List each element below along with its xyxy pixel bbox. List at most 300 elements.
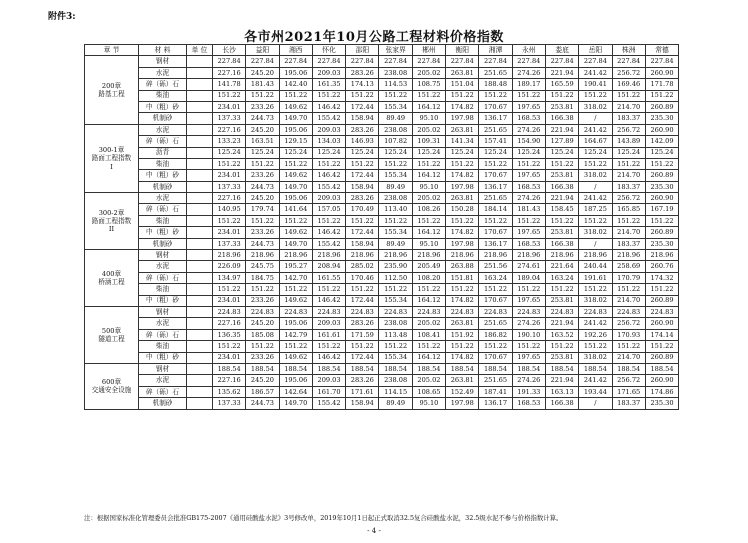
index-value-cell: 251.65 <box>479 193 512 204</box>
chapter-label: 路面工程指数 <box>91 154 132 163</box>
index-value-cell: 165.59 <box>545 79 578 90</box>
index-value-cell: 188.54 <box>645 363 678 374</box>
index-value-cell: 238.08 <box>379 67 412 78</box>
index-value-cell: 151.22 <box>246 158 279 169</box>
index-value-cell: 263.88 <box>446 261 479 272</box>
index-value-cell: 253.81 <box>545 352 578 363</box>
index-value-cell: 151.22 <box>346 284 379 295</box>
index-value-cell: 151.22 <box>213 90 246 101</box>
index-value-cell: 218.96 <box>512 250 545 261</box>
index-value-cell: 241.42 <box>579 318 612 329</box>
index-value-cell: 151.22 <box>545 215 578 226</box>
index-value-cell: 125.24 <box>312 147 345 158</box>
header-city: 常德 <box>645 45 678 56</box>
index-value-cell: 224.83 <box>246 306 279 317</box>
index-value-cell: 151.22 <box>246 284 279 295</box>
index-value-cell: 151.22 <box>512 158 545 169</box>
index-value-cell: 227.16 <box>213 375 246 386</box>
index-value-cell: 166.38 <box>545 398 578 409</box>
index-value-cell: 151.22 <box>412 215 445 226</box>
unit-cell <box>187 398 213 409</box>
index-value-cell: 283.26 <box>346 124 379 135</box>
index-value-cell: 146.42 <box>312 352 345 363</box>
material-cell: 中（粗）砂 <box>139 170 187 181</box>
index-value-cell: 233.26 <box>246 101 279 112</box>
index-value-cell: 221.94 <box>545 318 578 329</box>
index-value-cell: 125.24 <box>379 147 412 158</box>
index-value-cell: 151.22 <box>213 341 246 352</box>
index-value-cell: 256.72 <box>612 67 645 78</box>
index-value-cell: 174.32 <box>645 272 678 283</box>
index-value-cell: 157.41 <box>479 136 512 147</box>
unit-cell <box>187 250 213 261</box>
material-cell: 碎（砾）石 <box>139 136 187 147</box>
index-value-cell: 224.83 <box>213 306 246 317</box>
index-value-cell: 151.22 <box>279 215 312 226</box>
index-value-cell: 183.37 <box>612 181 645 192</box>
unit-cell <box>187 386 213 397</box>
index-value-cell: 95.10 <box>412 398 445 409</box>
index-value-cell: 224.83 <box>512 306 545 317</box>
index-value-cell: 318.02 <box>579 101 612 112</box>
table-row <box>85 363 679 374</box>
index-value-cell: 151.22 <box>379 284 412 295</box>
index-value-cell: 142.64 <box>279 386 312 397</box>
index-value-cell: 164.12 <box>412 227 445 238</box>
material-cell: 水泥 <box>139 375 187 386</box>
index-value-cell: 151.22 <box>213 215 246 226</box>
index-value-cell: 227.84 <box>412 56 445 67</box>
index-value-cell: 221.94 <box>545 375 578 386</box>
material-cell: 柴油 <box>139 90 187 101</box>
index-value-cell: 227.84 <box>612 56 645 67</box>
header-city: 张家界 <box>379 45 412 56</box>
index-value-cell: 149.62 <box>279 295 312 306</box>
index-value-cell: 151.22 <box>379 341 412 352</box>
index-value-cell: 195.06 <box>279 318 312 329</box>
index-value-cell: 142.79 <box>279 329 312 340</box>
index-value-cell: 151.22 <box>645 158 678 169</box>
index-value-cell: 149.70 <box>279 181 312 192</box>
index-value-cell: 218.96 <box>246 250 279 261</box>
unit-cell <box>187 295 213 306</box>
index-value-cell: 151.22 <box>446 284 479 295</box>
index-value-cell: 221.94 <box>545 124 578 135</box>
index-value-cell: 174.82 <box>446 295 479 306</box>
index-value-cell: 188.54 <box>412 363 445 374</box>
index-value-cell: 195.06 <box>279 67 312 78</box>
footnote: 注：根据国家标准化管理委员会批准GB175-2007《通用硅酸盐水泥》3号修改单，2019年10月1日起正式取消32.5复合硅酸盐水泥，32.5级水泥不参与价格指数计算。 <box>84 514 563 522</box>
header-unit: 单 位 <box>187 45 213 56</box>
index-value-cell: / <box>579 181 612 192</box>
index-value-cell: 89.49 <box>379 238 412 249</box>
index-value-cell: 151.22 <box>512 215 545 226</box>
index-value-cell: 151.22 <box>579 341 612 352</box>
index-value-cell: 197.65 <box>512 295 545 306</box>
index-value-cell: 151.22 <box>312 215 345 226</box>
material-cell: 水泥 <box>139 67 187 78</box>
index-value-cell: 260.89 <box>645 295 678 306</box>
chapter-label: 200章 <box>101 81 122 90</box>
index-value-cell: 283.26 <box>346 375 379 386</box>
index-value-cell: 274.26 <box>512 124 545 135</box>
index-value-cell: 137.33 <box>213 113 246 124</box>
index-value-cell: 224.83 <box>645 306 678 317</box>
index-value-cell: 114.53 <box>379 79 412 90</box>
index-value-cell: 164.12 <box>412 170 445 181</box>
index-value-cell: 227.84 <box>479 56 512 67</box>
table-row <box>85 136 679 147</box>
index-value-cell: 227.16 <box>213 318 246 329</box>
index-value-cell: 146.42 <box>312 227 345 238</box>
index-value-cell: 151.22 <box>479 284 512 295</box>
index-value-cell: 197.65 <box>512 227 545 238</box>
chapter-label: 路面工程指数 <box>91 216 132 225</box>
index-value-cell: 188.54 <box>579 363 612 374</box>
index-value-cell: 165.85 <box>612 204 645 215</box>
unit-cell <box>187 56 213 67</box>
chapter-label: 桥涵工程 <box>98 278 125 286</box>
index-value-cell: 151.22 <box>279 90 312 101</box>
index-value-cell: 235.30 <box>645 398 678 409</box>
index-value-cell: 253.81 <box>545 101 578 112</box>
material-cell: 碎（砾）石 <box>139 386 187 397</box>
index-value-cell: 260.90 <box>645 67 678 78</box>
index-value-cell: 263.81 <box>446 318 479 329</box>
unit-cell <box>187 318 213 329</box>
index-value-cell: 89.49 <box>379 398 412 409</box>
index-value-cell: 164.12 <box>412 101 445 112</box>
table-row <box>85 67 679 78</box>
index-value-cell: 260.89 <box>645 227 678 238</box>
index-value-cell: 95.10 <box>412 113 445 124</box>
material-cell: 水泥 <box>139 124 187 135</box>
table-row <box>85 215 679 226</box>
index-value-cell: 151.22 <box>479 158 512 169</box>
index-value-cell: 241.42 <box>579 193 612 204</box>
index-value-cell: 234.01 <box>213 295 246 306</box>
index-value-cell: 227.84 <box>213 56 246 67</box>
unit-cell <box>187 272 213 283</box>
index-value-cell: 214.70 <box>612 295 645 306</box>
index-value-cell: 253.81 <box>545 295 578 306</box>
index-value-cell: 151.22 <box>545 158 578 169</box>
table-row <box>85 193 679 204</box>
index-value-cell: 151.81 <box>446 272 479 283</box>
index-value-cell: 221.94 <box>545 67 578 78</box>
index-value-cell: 218.96 <box>545 250 578 261</box>
index-value-cell: 214.70 <box>612 170 645 181</box>
index-value-cell: 155.42 <box>312 181 345 192</box>
index-value-cell: 179.74 <box>246 204 279 215</box>
table-row <box>85 113 679 124</box>
index-value-cell: 113.40 <box>379 204 412 215</box>
index-value-cell: 167.19 <box>645 204 678 215</box>
index-value-cell: 188.54 <box>479 363 512 374</box>
index-value-cell: 188.54 <box>612 363 645 374</box>
header-city: 株洲 <box>612 45 645 56</box>
index-value-cell: 151.22 <box>479 341 512 352</box>
index-value-cell: 224.83 <box>479 306 512 317</box>
table-row <box>85 250 679 261</box>
index-value-cell: 184.14 <box>479 204 512 215</box>
index-value-cell: 127.89 <box>545 136 578 147</box>
index-value-cell: 227.84 <box>379 56 412 67</box>
index-value-cell: 183.37 <box>612 238 645 249</box>
index-value-cell: 260.76 <box>645 261 678 272</box>
index-value-cell: 161.61 <box>312 329 345 340</box>
table-row <box>85 124 679 135</box>
index-value-cell: 151.22 <box>545 90 578 101</box>
index-value-cell: 149.62 <box>279 352 312 363</box>
index-value-cell: 260.90 <box>645 375 678 386</box>
index-value-cell: 205.02 <box>412 375 445 386</box>
material-cell: 碎（砾）石 <box>139 329 187 340</box>
unit-cell <box>187 341 213 352</box>
index-value-cell: 151.22 <box>612 341 645 352</box>
index-value-cell: 187.25 <box>579 204 612 215</box>
index-value-cell: 141.78 <box>213 79 246 90</box>
index-value-cell: 151.22 <box>346 158 379 169</box>
index-value-cell: 227.84 <box>446 56 479 67</box>
index-value-cell: 155.42 <box>312 113 345 124</box>
index-value-cell: 151.22 <box>246 341 279 352</box>
index-value-cell: 233.26 <box>246 170 279 181</box>
index-value-cell: 256.72 <box>612 375 645 386</box>
chapter-cell <box>85 306 139 363</box>
index-value-cell: 218.96 <box>612 250 645 261</box>
index-value-cell: 142.40 <box>279 79 312 90</box>
header-city: 岳阳 <box>579 45 612 56</box>
index-value-cell: 157.05 <box>312 204 345 215</box>
index-value-cell: 238.08 <box>379 375 412 386</box>
index-value-cell: 245.20 <box>246 193 279 204</box>
unit-cell <box>187 147 213 158</box>
table-header-row <box>85 45 679 56</box>
index-value-cell: 108.20 <box>412 272 445 283</box>
index-value-cell: 274.26 <box>512 375 545 386</box>
index-value-cell: 274.26 <box>512 67 545 78</box>
index-value-cell: 136.17 <box>479 181 512 192</box>
index-value-cell: 151.22 <box>612 158 645 169</box>
index-value-cell: 107.82 <box>379 136 412 147</box>
index-value-cell: 195.27 <box>279 261 312 272</box>
index-value-cell: 188.54 <box>512 363 545 374</box>
index-value-cell: 227.16 <box>213 124 246 135</box>
index-value-cell: 151.22 <box>412 90 445 101</box>
index-value-cell: 218.96 <box>412 250 445 261</box>
index-value-cell: 235.90 <box>379 261 412 272</box>
index-value-cell: 125.24 <box>412 147 445 158</box>
index-value-cell: 146.42 <box>312 170 345 181</box>
index-value-cell: 233.26 <box>246 295 279 306</box>
index-value-cell: 188.54 <box>246 363 279 374</box>
chapter-label: II <box>108 225 115 234</box>
index-value-cell: 226.09 <box>213 261 246 272</box>
chapter-label: I <box>110 162 113 171</box>
index-value-cell: 168.53 <box>512 113 545 124</box>
index-value-cell: 151.22 <box>479 215 512 226</box>
material-cell: 中（粗）砂 <box>139 227 187 238</box>
table-row <box>85 295 679 306</box>
index-value-cell: 263.81 <box>446 193 479 204</box>
index-value-cell: 125.24 <box>479 147 512 158</box>
index-value-cell: 125.24 <box>279 147 312 158</box>
index-value-cell: 151.92 <box>446 329 479 340</box>
index-value-cell: 227.84 <box>346 56 379 67</box>
index-value-cell: 161.70 <box>312 386 345 397</box>
index-value-cell: 174.13 <box>346 79 379 90</box>
index-value-cell: 283.26 <box>346 318 379 329</box>
material-cell: 水泥 <box>139 193 187 204</box>
index-value-cell: 283.26 <box>346 193 379 204</box>
index-value-cell: 154.90 <box>512 136 545 147</box>
index-value-cell: 125.24 <box>246 147 279 158</box>
index-value-cell: 158.94 <box>346 113 379 124</box>
index-value-cell: 195.06 <box>279 375 312 386</box>
index-value-cell: 227.84 <box>512 56 545 67</box>
index-value-cell: / <box>579 238 612 249</box>
index-value-cell: 253.81 <box>545 170 578 181</box>
index-value-cell: 151.22 <box>545 284 578 295</box>
index-value-cell: 149.70 <box>279 398 312 409</box>
unit-cell <box>187 363 213 374</box>
index-value-cell: 125.24 <box>446 147 479 158</box>
unit-cell <box>187 101 213 112</box>
table-body <box>85 56 679 409</box>
index-value-cell: 241.42 <box>579 375 612 386</box>
index-value-cell: 137.33 <box>213 238 246 249</box>
index-value-cell: 197.98 <box>446 398 479 409</box>
index-value-cell: 151.22 <box>446 341 479 352</box>
index-value-cell: 151.22 <box>279 284 312 295</box>
index-value-cell: 245.20 <box>246 375 279 386</box>
table-row <box>85 56 679 67</box>
material-cell: 钢材 <box>139 56 187 67</box>
material-cell: 水泥 <box>139 261 187 272</box>
header-city: 长沙 <box>213 45 246 56</box>
index-value-cell: 224.83 <box>545 306 578 317</box>
index-value-cell: 113.48 <box>379 329 412 340</box>
index-value-cell: 235.30 <box>645 181 678 192</box>
index-value-cell: 274.61 <box>512 261 545 272</box>
index-value-cell: 161.35 <box>312 79 345 90</box>
material-cell: 钢材 <box>139 306 187 317</box>
index-value-cell: 218.96 <box>346 250 379 261</box>
unit-cell <box>187 158 213 169</box>
index-value-cell: 318.02 <box>579 227 612 238</box>
unit-cell <box>187 261 213 272</box>
index-value-cell: 151.22 <box>246 215 279 226</box>
index-value-cell: 238.08 <box>379 124 412 135</box>
unit-cell <box>187 90 213 101</box>
index-value-cell: 151.22 <box>213 158 246 169</box>
table-row <box>85 352 679 363</box>
index-value-cell: 155.34 <box>379 101 412 112</box>
index-value-cell: 285.02 <box>346 261 379 272</box>
index-value-cell: 172.44 <box>346 295 379 306</box>
index-value-cell: 189.17 <box>512 79 545 90</box>
index-value-cell: 221.94 <box>545 193 578 204</box>
index-value-cell: 149.70 <box>279 113 312 124</box>
index-value-cell: 234.01 <box>213 170 246 181</box>
unit-cell <box>187 238 213 249</box>
index-value-cell: 170.49 <box>346 204 379 215</box>
unit-cell <box>187 284 213 295</box>
index-value-cell: 155.34 <box>379 352 412 363</box>
index-value-cell: 137.33 <box>213 181 246 192</box>
index-value-cell: 172.44 <box>346 227 379 238</box>
index-value-cell: 224.83 <box>579 306 612 317</box>
index-value-cell: 151.22 <box>545 341 578 352</box>
index-value-cell: 174.86 <box>645 386 678 397</box>
index-value-cell: 151.22 <box>412 284 445 295</box>
index-value-cell: 197.65 <box>512 101 545 112</box>
material-cell: 钢材 <box>139 363 187 374</box>
index-value-cell: 134.03 <box>312 136 345 147</box>
index-value-cell: 151.22 <box>579 284 612 295</box>
index-value-cell: 235.30 <box>645 238 678 249</box>
header-chapter: 章 节 <box>85 45 139 56</box>
table-row <box>85 318 679 329</box>
index-value-cell: 205.02 <box>412 67 445 78</box>
page-title: 各市州2021年10月公路工程材料价格指数 <box>244 30 504 45</box>
table-row <box>85 79 679 90</box>
index-value-cell: 149.62 <box>279 227 312 238</box>
index-value-cell: 151.22 <box>246 90 279 101</box>
unit-cell <box>187 193 213 204</box>
index-value-cell: 155.42 <box>312 398 345 409</box>
index-value-cell: 256.72 <box>612 318 645 329</box>
index-value-cell: 151.22 <box>379 215 412 226</box>
index-value-cell: 260.90 <box>645 318 678 329</box>
index-value-cell: 205.02 <box>412 124 445 135</box>
index-value-cell: 137.33 <box>213 398 246 409</box>
index-value-cell: 218.96 <box>312 250 345 261</box>
index-value-cell: 136.17 <box>479 398 512 409</box>
index-value-cell: 233.26 <box>246 352 279 363</box>
material-cell: 机制砂 <box>139 238 187 249</box>
table-row <box>85 386 679 397</box>
index-value-cell: 170.67 <box>479 101 512 112</box>
index-value-cell: 197.98 <box>446 238 479 249</box>
index-value-cell: 151.22 <box>579 158 612 169</box>
index-value-cell: 172.44 <box>346 170 379 181</box>
index-value-cell: 158.94 <box>346 238 379 249</box>
table-row <box>85 147 679 158</box>
index-value-cell: 190.41 <box>579 79 612 90</box>
index-value-cell: 214.70 <box>612 227 645 238</box>
index-value-cell: 251.65 <box>479 67 512 78</box>
table-row <box>85 284 679 295</box>
index-value-cell: 151.22 <box>512 90 545 101</box>
index-value-cell: 186.57 <box>246 386 279 397</box>
chapter-label: 400章 <box>101 269 122 278</box>
material-cell: 柴油 <box>139 158 187 169</box>
index-value-cell: 183.37 <box>612 398 645 409</box>
index-value-cell: 136.17 <box>479 238 512 249</box>
index-value-cell: 188.48 <box>479 79 512 90</box>
index-value-cell: 283.26 <box>346 67 379 78</box>
index-value-cell: 142.70 <box>279 272 312 283</box>
table-row <box>85 90 679 101</box>
chapter-label: 交通安全设施 <box>91 386 132 395</box>
chapter-label: 300-1章 <box>98 146 125 155</box>
index-value-cell: 318.02 <box>579 352 612 363</box>
index-value-cell: 151.22 <box>645 284 678 295</box>
index-value-cell: 168.53 <box>512 181 545 192</box>
header-city: 娄底 <box>545 45 578 56</box>
